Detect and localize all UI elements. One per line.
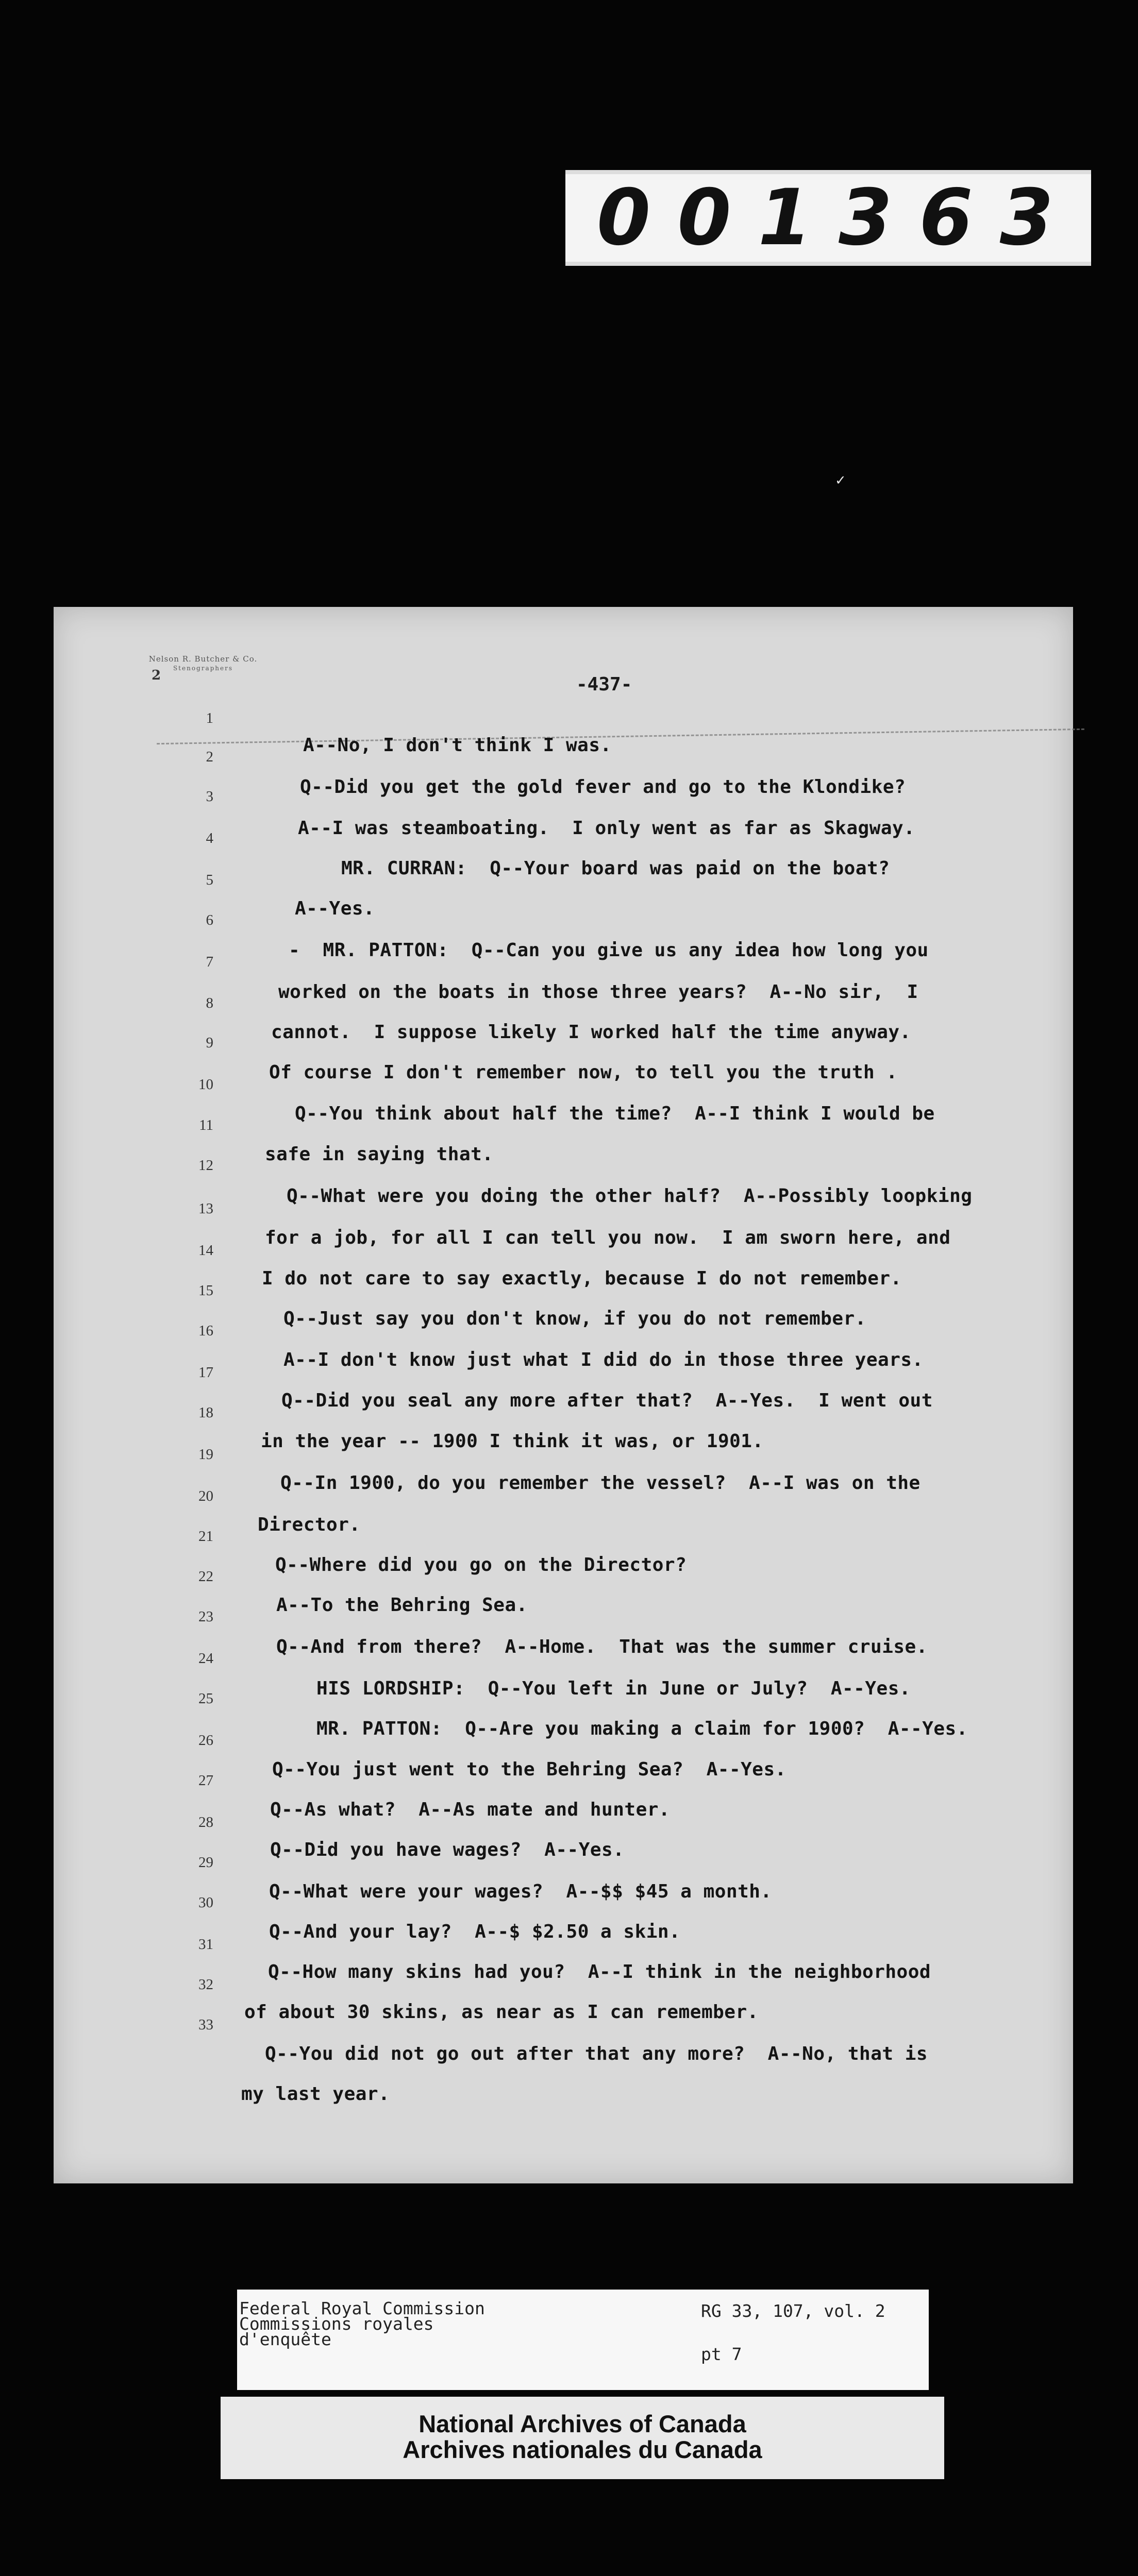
- line-number: 23: [198, 1608, 213, 1625]
- transcript-line: Q--As what? A--As mate and hunter.: [270, 1799, 671, 1820]
- line-number: 2: [206, 749, 213, 765]
- transcript-line: Q--You think about half the time? A--I think I would be: [295, 1103, 935, 1124]
- collection-fr-1: Commissions royales: [239, 2314, 434, 2334]
- transcript-line: MR. CURRAN: Q--Your board was paid on the boat?: [341, 858, 890, 879]
- line-number: 4: [206, 830, 213, 846]
- line-number: 15: [198, 1282, 213, 1299]
- part-number: pt 7: [701, 2344, 742, 2364]
- transcript-line: cannot. I suppose likely I worked half the time anyway.: [271, 1022, 911, 1043]
- archives-name-en: National Archives of Canada: [419, 2410, 746, 2437]
- archives-banner: [221, 2397, 944, 2479]
- line-number: 27: [198, 1772, 213, 1789]
- page-number: -437-: [576, 674, 632, 695]
- transcript-line: Q--Did you have wages? A--Yes.: [270, 1839, 625, 1860]
- transcript-line: Q--What were you doing the other half? A--Possibly loopking: [287, 1185, 973, 1207]
- transcript-line: I do not care to say exactly, because I do not remember.: [262, 1268, 902, 1289]
- frame-number-banner: [565, 170, 1091, 266]
- stray-mark: [157, 728, 1084, 746]
- line-number: 25: [198, 1690, 213, 1707]
- line-number: 16: [198, 1323, 213, 1339]
- transcript-line: A--I don't know just what I did do in those three years.: [283, 1349, 924, 1370]
- line-number: 14: [198, 1242, 213, 1259]
- transcript-line: in the year -- 1900 I think it was, or 1901.: [261, 1431, 764, 1452]
- transcript-line: Q--In 1900, do you remember the vessel? A--I was on the: [280, 1472, 921, 1494]
- line-number: 6: [206, 912, 213, 928]
- transcript-line: A--I was steamboating. I only went as far as Skagway.: [298, 818, 915, 839]
- transcript-line: A--Yes.: [295, 898, 375, 919]
- line-number: 24: [198, 1650, 213, 1667]
- line-number: 32: [198, 1976, 213, 1993]
- transcript-line: safe in saying that.: [265, 1144, 494, 1165]
- line-number: 33: [198, 2016, 213, 2033]
- line-number: 7: [206, 954, 213, 970]
- line-number: 13: [198, 1200, 213, 1217]
- line-number: 19: [198, 1446, 213, 1463]
- line-number: 17: [198, 1364, 213, 1381]
- transcript-line: Q--And your lay? A--$ $2.50 a skin.: [269, 1921, 681, 1942]
- stenographer-header: [110, 654, 296, 673]
- transcript-line: A--No, I don't think I was.: [303, 735, 612, 756]
- document-page: [54, 607, 1073, 2183]
- archive-reference-label: [237, 2290, 929, 2390]
- transcript-line: A--To the Behring Sea.: [276, 1595, 528, 1616]
- line-number: 8: [206, 995, 213, 1011]
- line-number: 10: [198, 1076, 213, 1093]
- transcript-line: Q--Did you get the gold fever and go to the Klondike?: [300, 776, 906, 798]
- stenographer-title: Stenographers: [173, 665, 233, 672]
- line-number: 22: [198, 1568, 213, 1585]
- transcript-line: Q--How many skins had you? A--I think in the neighborhood: [268, 1961, 931, 1982]
- line-number: 11: [199, 1117, 213, 1133]
- transcript-line: Q--What were your wages? A--$$ $45 a month.: [269, 1881, 772, 1902]
- line-number: 20: [198, 1488, 213, 1504]
- transcript-line: Q--You did not go out after that any more? A--No, that is: [265, 2043, 928, 2064]
- collection-en: Federal Royal Commission: [239, 2298, 485, 2318]
- line-number: 12: [198, 1157, 213, 1174]
- transcript-line: MR. PATTON: Q--Are you making a claim for 1900? A--Yes.: [316, 1718, 968, 1739]
- transcript-line: Of course I don't remember now, to tell you the truth .: [269, 1062, 898, 1083]
- transcript-line: HIS LORDSHIP: Q--You left in June or July? A--Yes.: [316, 1678, 911, 1699]
- film-speck: ✓: [835, 473, 846, 488]
- line-number: 31: [198, 1936, 213, 1953]
- reference-number: RG 33, 107, vol. 2: [701, 2301, 885, 2321]
- transcript-line: Director.: [258, 1514, 361, 1535]
- transcript-line: Q--Did you seal any more after that? A--Yes. I went out: [281, 1390, 933, 1411]
- line-number: 28: [198, 1814, 213, 1831]
- line-number: 18: [198, 1404, 213, 1421]
- transcript-line: Q--And from there? A--Home. That was the summer cruise.: [276, 1636, 928, 1657]
- line-number: 30: [198, 1894, 213, 1911]
- transcript-line: of about 30 skins, as near as I can remember.: [244, 2002, 759, 2023]
- line-number: 21: [198, 1528, 213, 1545]
- transcript-line: Q--You just went to the Behring Sea? A--Yes.: [272, 1759, 786, 1780]
- line-number: 3: [206, 788, 213, 805]
- corner-mark: 2: [152, 668, 161, 683]
- stenographer-name: Nelson R. Butcher & Co.: [148, 654, 258, 664]
- transcript-line: my last year.: [241, 2083, 390, 2105]
- line-number: 9: [206, 1035, 213, 1051]
- collection-names: [239, 2298, 485, 2349]
- archives-name-fr: Archives nationales du Canada: [403, 2436, 762, 2463]
- line-number: 26: [198, 1732, 213, 1749]
- transcript-line: - MR. PATTON: Q--Can you give us any idea how long you: [289, 940, 929, 961]
- transcript-line: worked on the boats in those three years? A--No sir, I: [278, 981, 918, 1003]
- transcript-line: Q--Just say you don't know, if you do not remember.: [283, 1308, 866, 1329]
- collection-fr-2: d'enquête: [239, 2329, 331, 2349]
- frame-number: 001363: [596, 173, 1081, 263]
- transcript-line: Q--Where did you go on the Director?: [275, 1554, 687, 1575]
- transcript-line: for a job, for all I can tell you now. I am sworn here, and: [265, 1227, 951, 1248]
- line-number: 1: [206, 710, 213, 726]
- line-number: 29: [198, 1854, 213, 1871]
- line-number: 5: [206, 872, 213, 888]
